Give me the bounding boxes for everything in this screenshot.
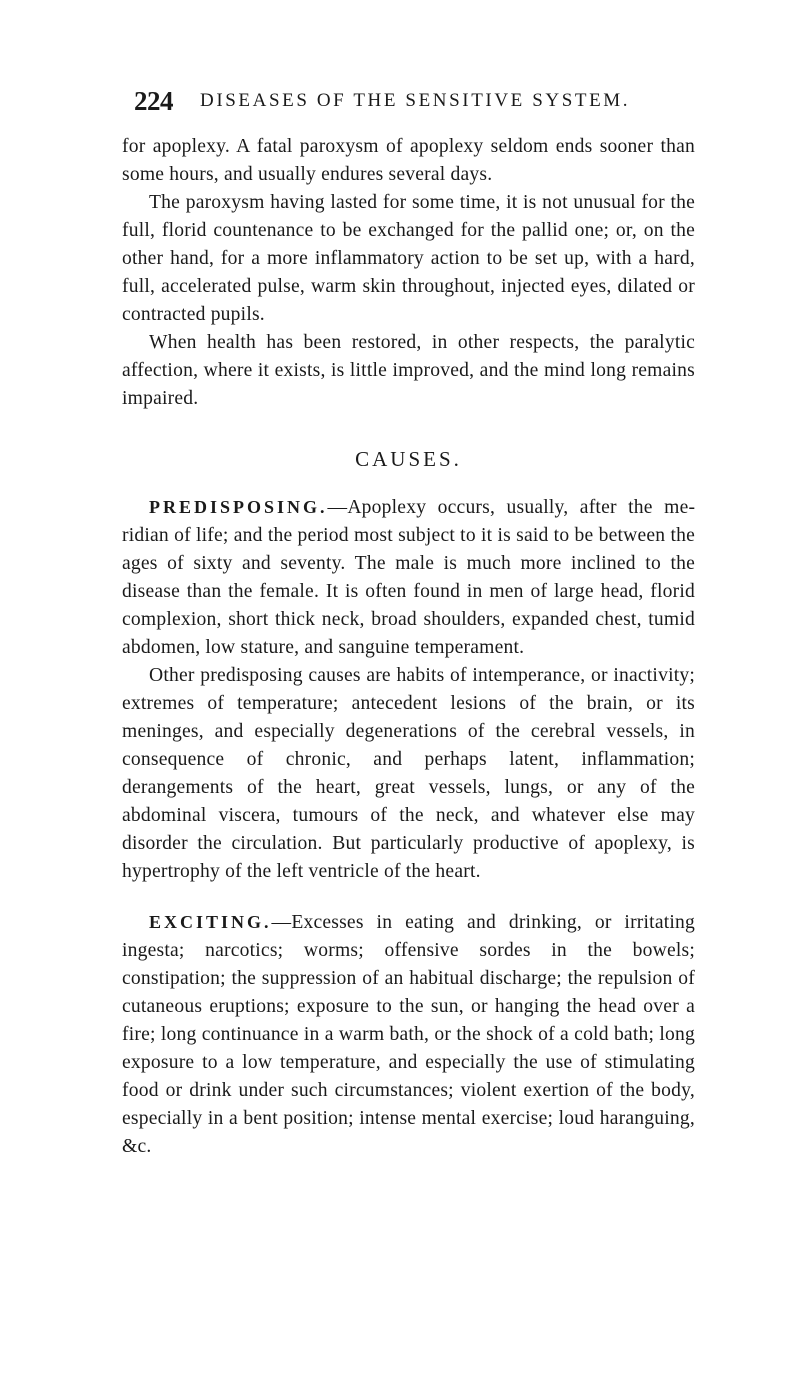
paragraph-paroxysm-course: The paroxysm having lasted for some time, it is not unusual for the full, florid countenance to be exchanged for the pallid one; or, on the other hand, for a more inflammatory action to be set up, with a hard, full, accelerated pulse, warm skin throughout, injected eyes, dilated or contracted pupils. (122, 192, 695, 325)
exciting-text: —Excesses in eating and drinking, or irritating ingesta; narcotics; worms; offensive sordes in the bowels; constipation; the suppression of an habitual discharge; the repulsion of cutaneous eruptions; exposure to the sun, or hanging the head over a fire; long continuance in a warm bath, or the shock of a cold bath; long exposure to a low temperature, and especially the use of stimulating food or drink under such circumstances; violent exertion of the body, especially in a bent position; intense mental exercise; loud haranguing, &c. (122, 912, 695, 1157)
paragraph-exciting (122, 908, 695, 1161)
predisposing-label: PREDISPOSING. (149, 497, 328, 517)
body-text (122, 133, 695, 1161)
paragraph-recovery: When health has been restored, in other respects, the paralytic affection, where it exists, is little improved, and the mind long remains impaired. (122, 332, 695, 409)
page-header (134, 86, 694, 116)
exciting-label: EXCITING. (149, 912, 272, 932)
running-title: DISEASES OF THE SENSITIVE SYSTEM. (200, 90, 631, 111)
paragraph-other-predisposing: Other predisposing causes are habits of intemperance, or inactivity; extremes of temperature; antecedent lesions of the brain, or its meninges, and especially degenerations of the cerebral vessels, in consequence of chronic, and perhaps latent, inflammation; derangements of the heart, great vessels, lungs, or any of the abdominal viscera, tumours of the neck, and whatever else may disorder the circulation. But particularly productive of apoplexy, is hypertrophy of the left ventricle of the heart. (122, 665, 695, 882)
paragraph-apoplexy-duration: for apoplexy. A fatal paroxysm of apoplexy seldom ends sooner than some hours, and usually endures several days. (122, 136, 695, 185)
section-heading-causes: CAUSES. (355, 447, 462, 471)
page-number: 224 (134, 86, 173, 116)
predisposing-text: —Apoplexy occurs, usually, after the meridian of life; and the period most subject to it is said to be between the ages of sixty and seventy. The male is much more inclined to the disease than the female. It is often found in men of large head, florid complexion, short thick neck, broad shoulders, expanded chest, tumid abdomen, low stature, and sanguine temperament. (122, 497, 695, 658)
paragraph-predisposing (122, 493, 695, 662)
paragraph-spacer (122, 886, 695, 908)
